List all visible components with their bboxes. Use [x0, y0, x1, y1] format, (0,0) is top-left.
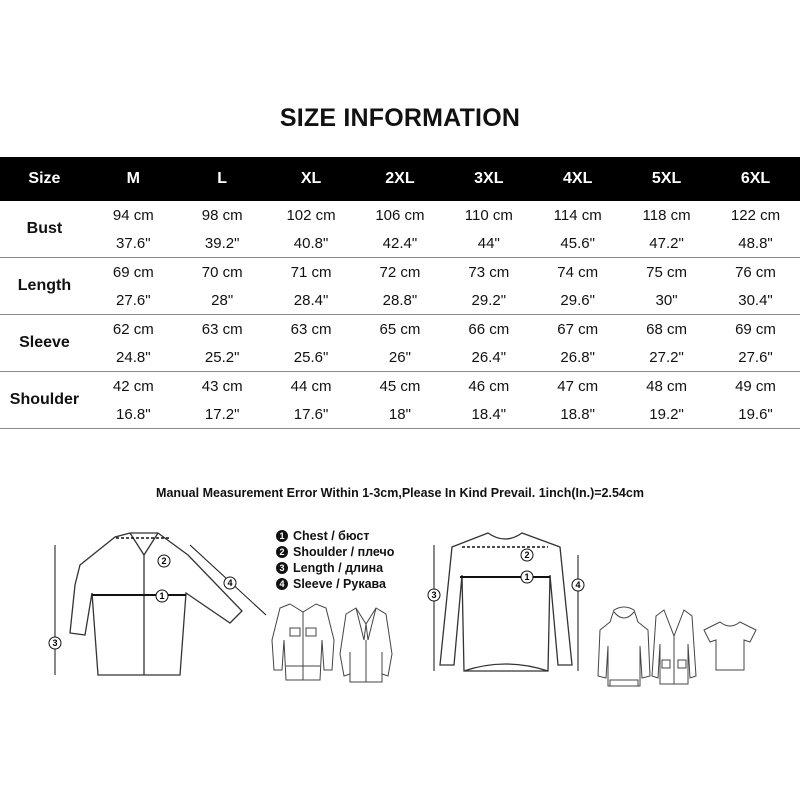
- page-title: SIZE INFORMATION: [279, 104, 521, 132]
- inch-value: 27.2": [622, 343, 711, 372]
- table-row: [0, 286, 800, 315]
- shirt-icon: [30, 525, 280, 695]
- cm-value: 69 cm: [735, 320, 776, 338]
- cm-value: 70 cm: [201, 263, 243, 281]
- blazer-icon: [336, 604, 396, 686]
- inch-value: 30.4": [711, 286, 800, 315]
- header-cell: 6XL: [711, 157, 800, 201]
- inch-value: 18.4": [444, 400, 533, 429]
- measurement-note: Manual Measurement Error Within 1-3cm,Please In Kind Prevail. 1inch(In.)=2.54cm: [156, 486, 644, 500]
- cm-value: 66 cm: [468, 320, 510, 338]
- marker-2: 2: [161, 556, 167, 566]
- row-label: Length: [0, 258, 89, 315]
- inch-value: 17.6": [267, 400, 356, 429]
- marker-4: 4: [227, 578, 233, 588]
- inch-value: 26.4": [444, 343, 533, 372]
- denim-jacket-icon: [268, 600, 338, 686]
- cm-value: 44 cm: [290, 377, 332, 395]
- sweater-icon: [420, 525, 590, 690]
- marker-badge: 3: [276, 562, 288, 574]
- inch-value: 18": [356, 400, 445, 429]
- legend-label: Shoulder / плечо: [293, 545, 395, 559]
- table-row: [0, 343, 800, 372]
- inch-value: 48.8": [711, 229, 800, 258]
- marker-1: 1: [524, 572, 530, 582]
- inch-value: 25.2": [178, 343, 267, 372]
- marker-badge: 4: [276, 578, 288, 590]
- cm-value: 69 cm: [112, 263, 154, 281]
- inch-value: 28.8": [356, 286, 445, 315]
- legend-item: [276, 544, 394, 560]
- inch-value: 45.6": [533, 229, 622, 258]
- legend-label: Length / длина: [293, 561, 384, 575]
- row-label: Shoulder: [0, 372, 89, 429]
- cm-value: 46 cm: [468, 377, 510, 395]
- inch-value: 39.2": [178, 229, 267, 258]
- inch-value: 42.4": [356, 229, 445, 258]
- legend-label: Chest / бюст: [293, 529, 370, 543]
- header-cell: L: [178, 157, 267, 201]
- cm-value: 94 cm: [112, 206, 154, 224]
- cm-value: 47 cm: [557, 377, 599, 395]
- inch-value: 19.2": [622, 400, 711, 429]
- table-row: [0, 372, 800, 401]
- header-cell: 2XL: [356, 157, 445, 201]
- marker-2: 2: [524, 550, 530, 560]
- row-label: Sleeve: [0, 315, 89, 372]
- inch-value: 29.6": [533, 286, 622, 315]
- inch-value: 17.2": [178, 400, 267, 429]
- legend-item: [276, 560, 394, 576]
- table-row: [0, 400, 800, 429]
- cm-value: 49 cm: [735, 377, 776, 395]
- legend-label: Sleeve / Рукава: [293, 577, 387, 591]
- cm-value: 75 cm: [646, 263, 687, 281]
- cm-value: 118 cm: [642, 206, 691, 224]
- table-row: [0, 201, 800, 229]
- cm-value: 72 cm: [379, 263, 421, 281]
- row-label: Bust: [0, 201, 89, 258]
- inch-value: 18.8": [533, 400, 622, 429]
- cm-value: 42 cm: [112, 377, 154, 395]
- cm-value: 102 cm: [286, 206, 336, 224]
- inch-value: 26.8": [533, 343, 622, 372]
- inch-value: 44": [444, 229, 533, 258]
- inch-value: 40.8": [267, 229, 356, 258]
- header-cell: Size: [0, 157, 89, 201]
- inch-value: 27.6": [89, 286, 178, 315]
- cm-value: 63 cm: [201, 320, 243, 338]
- inch-value: 28": [178, 286, 267, 315]
- inch-value: 27.6": [711, 343, 800, 372]
- legend-item: [276, 528, 394, 544]
- inch-value: 19.6": [711, 400, 800, 429]
- marker-badge: 2: [276, 546, 288, 558]
- inch-value: 16.8": [89, 400, 178, 429]
- tshirt-icon: [700, 618, 760, 674]
- cm-value: 74 cm: [557, 263, 599, 281]
- marker-3: 3: [52, 638, 58, 648]
- cm-value: 48 cm: [646, 377, 687, 395]
- marker-4: 4: [575, 580, 581, 590]
- cm-value: 76 cm: [735, 263, 776, 281]
- table-row: [0, 258, 800, 287]
- cm-value: 98 cm: [201, 206, 243, 224]
- cm-value: 45 cm: [379, 377, 421, 395]
- inch-value: 25.6": [267, 343, 356, 372]
- cm-value: 67 cm: [557, 320, 599, 338]
- inch-value: 24.8": [89, 343, 178, 372]
- cm-value: 73 cm: [468, 263, 510, 281]
- cm-value: 122 cm: [730, 206, 781, 224]
- cm-value: 114 cm: [553, 206, 602, 224]
- measurement-legend: [276, 528, 394, 592]
- marker-3: 3: [431, 590, 437, 600]
- inch-value: 37.6": [89, 229, 178, 258]
- header-cell: XL: [267, 157, 356, 201]
- cm-value: 43 cm: [201, 377, 243, 395]
- cm-value: 62 cm: [112, 320, 154, 338]
- cm-value: 65 cm: [379, 320, 421, 338]
- header-cell: 4XL: [533, 157, 622, 201]
- cm-value: 110 cm: [464, 206, 513, 224]
- inch-value: 26": [356, 343, 445, 372]
- table-header-row: [0, 157, 800, 201]
- marker-badge: 1: [276, 530, 288, 542]
- header-cell: M: [89, 157, 178, 201]
- inch-value: 29.2": [444, 286, 533, 315]
- size-table: [0, 157, 800, 429]
- table-row: [0, 315, 800, 344]
- cm-value: 63 cm: [290, 320, 332, 338]
- header-cell: 3XL: [444, 157, 533, 201]
- cm-value: 106 cm: [375, 206, 425, 224]
- table-row: [0, 229, 800, 258]
- marker-1: 1: [159, 591, 165, 601]
- legend-item: [276, 576, 394, 592]
- cm-value: 71 cm: [290, 263, 332, 281]
- inch-value: 47.2": [622, 229, 711, 258]
- hoodie-icon: [596, 606, 652, 690]
- header-cell: 5XL: [622, 157, 711, 201]
- inch-value: 28.4": [267, 286, 356, 315]
- cardigan-icon: [650, 606, 698, 690]
- inch-value: 30": [622, 286, 711, 315]
- cm-value: 68 cm: [646, 320, 687, 338]
